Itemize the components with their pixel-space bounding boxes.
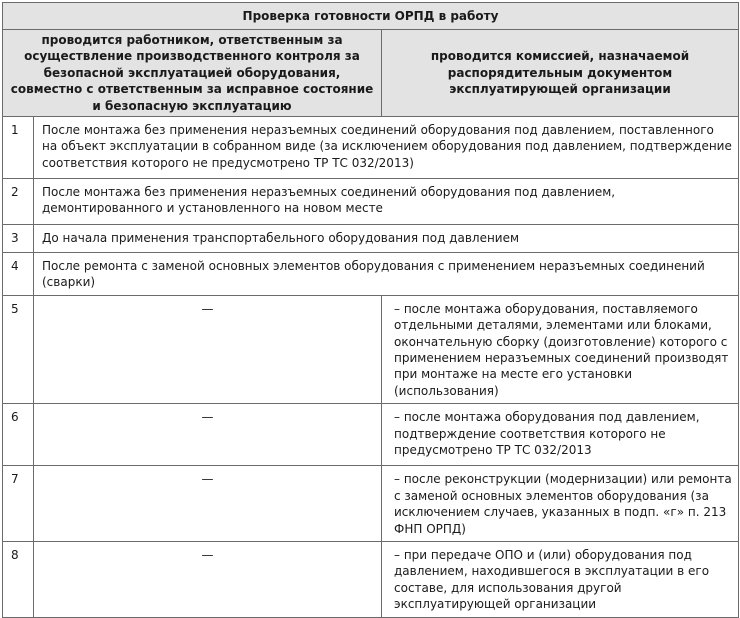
- col-header-left: проводится работником, ответственным за осуществление производственного контроля за безопасной эксплуатацией оборудования, совместно с ответственным за исправное состояние и безопасную эксплуатацию: [3, 30, 382, 117]
- table-row: [3, 404, 739, 466]
- table-row: [3, 541, 739, 617]
- row-left-cell: —: [34, 295, 382, 403]
- row-right-cell: – после монтажа оборудования, поставляемого отдельными деталями, элементами или блоками, окончательную сборку (доизготовление) которого с применением неразъемных соединений производят при монтаже на месте его установки (использования): [382, 295, 739, 403]
- row-left-cell: —: [34, 466, 382, 542]
- table-title: Проверка готовности ОРПД в работу: [3, 3, 739, 30]
- row-number: 1: [3, 117, 34, 179]
- row-number: 4: [3, 253, 34, 296]
- table-row: [3, 295, 739, 403]
- col-header-right: проводится комиссией, назначаемой распорядительным документом эксплуатирующей организации: [382, 30, 739, 117]
- table-row: [3, 117, 739, 179]
- row-number: 6: [3, 404, 34, 466]
- table-row: [3, 179, 739, 225]
- row-text: После монтажа без применения неразъемных соединений оборудования под давлением, поставленного на объект эксплуатации в собранном виде (за исключением оборудования под давлением, подтверждение соответствия которого не предусмотрено ТР ТС 032/2013): [34, 117, 739, 179]
- readiness-check-table: [2, 2, 739, 618]
- table-row: [3, 225, 739, 253]
- row-left-cell: —: [34, 404, 382, 466]
- row-left-cell: —: [34, 541, 382, 617]
- row-text: После монтажа без применения неразъемных соединений оборудования под давлением, демонтированного и установленного на новом месте: [34, 179, 739, 225]
- row-number: 3: [3, 225, 34, 253]
- table-row: [3, 466, 739, 542]
- row-number: 2: [3, 179, 34, 225]
- row-right-cell: – при передаче ОПО и (или) оборудования под давлением, находившегося в эксплуатации в его составе, для использования другой эксплуатирующей организации: [382, 541, 739, 617]
- row-number: 7: [3, 466, 34, 542]
- row-text: После ремонта с заменой основных элементов оборудования с применением неразъемных соединений (сварки): [34, 253, 739, 296]
- row-number: 5: [3, 295, 34, 403]
- row-right-cell: – после монтажа оборудования под давлением, подтверждение соответствия которого не предусмотрено ТР ТС 032/2013: [382, 404, 739, 466]
- row-right-cell: – после реконструкции (модернизации) или ремонта с заменой основных элементов оборудования (за исключением случаев, указанных в подп. «г» п. 213 ФНП ОРПД): [382, 466, 739, 542]
- row-number: 8: [3, 541, 34, 617]
- table-row: [3, 253, 739, 296]
- row-text: До начала применения транспортабельного оборудования под давлением: [34, 225, 739, 253]
